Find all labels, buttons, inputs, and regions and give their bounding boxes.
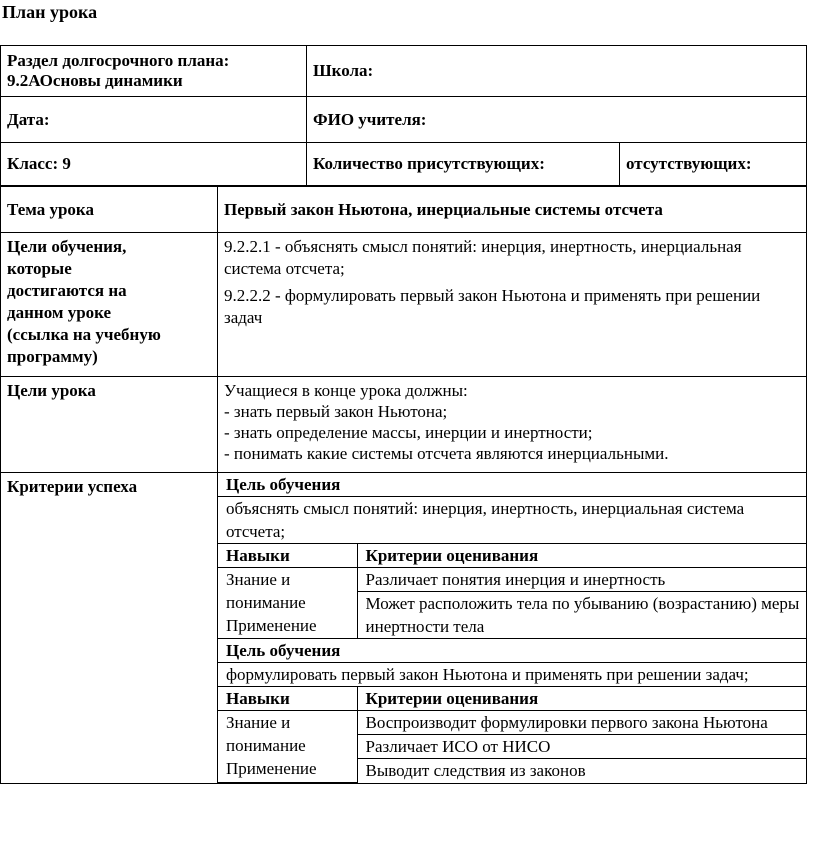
criterion-item: Различает ИСО от НИСО [357, 735, 807, 759]
criterion-item: Различает понятия инерция и инертность [357, 568, 807, 592]
lo-label-line: которые [7, 259, 72, 278]
success-criteria-cell [218, 473, 807, 784]
section-label: Раздел долгосрочного плана: [7, 51, 230, 70]
lo-label-line: достигаются на [7, 281, 127, 300]
skill-line: Знание и [226, 713, 291, 732]
teacher-label: ФИО учителя: [307, 97, 807, 143]
skill-line: понимание [226, 736, 306, 755]
goal-header: Цель обучения [218, 639, 807, 663]
skill-line: Применение [226, 759, 317, 778]
skill-line: Знание и [226, 570, 291, 589]
criterion-item: Выводит следствия из законов [357, 759, 807, 783]
topic-value: Первый закон Ньютона, инерциальные системы отсчета [218, 187, 807, 233]
lesson-goal-line: - понимать какие системы отсчета являются инерциальными. [224, 444, 669, 463]
lo-label-line: данном уроке [7, 303, 112, 322]
section-cell [1, 46, 307, 97]
skill-line: Применение [226, 616, 317, 635]
criterion-item: Воспроизводит формулировки первого закона Ньютона [357, 711, 807, 735]
header-table [0, 45, 807, 186]
lo-label-line: Цели обучения, [7, 237, 127, 256]
page-title: План урока [2, 2, 98, 22]
class-label: Класс: 9 [1, 143, 307, 186]
lesson-goals-label: Цели урока [1, 377, 218, 473]
goal-text: объяснять смысл понятий: инерция, инертность, инерциальная система отсчета; [218, 497, 807, 544]
criteria-header: Критерии оценивания [357, 544, 807, 568]
skill-line: понимание [226, 593, 306, 612]
lesson-goal-line: Учащиеся в конце урока должны: [224, 381, 468, 400]
present-label: Количество присутствующих: [307, 143, 620, 186]
criterion-item: Может расположить тела по убыванию (возрастанию) меры инертности тела [357, 592, 807, 639]
learning-objective-item: 9.2.2.2 - формулировать первый закон Ньютона и применять при решении задач [224, 286, 761, 327]
learning-objective-item: 9.2.2.1 - объяснять смысл понятий: инерция, инертность, инерциальная система отсчета; [224, 237, 742, 278]
learning-objectives-label [1, 233, 218, 377]
date-label: Дата: [1, 97, 307, 143]
lesson-goals-list [218, 377, 807, 473]
school-label: Школа: [307, 46, 807, 97]
criteria-subtable [218, 473, 807, 783]
lesson-table [0, 186, 807, 784]
skills-list [218, 711, 357, 783]
skills-list [218, 568, 357, 639]
criteria-header: Критерии оценивания [357, 687, 807, 711]
skills-header: Навыки [218, 544, 357, 568]
lo-label-line: программу) [7, 347, 98, 366]
skills-header: Навыки [218, 687, 357, 711]
lo-label-line: (ссылка на учебную [7, 325, 161, 344]
absent-label: отсутствующих: [620, 143, 807, 186]
goal-header: Цель обучения [218, 473, 807, 497]
learning-objectives-list [218, 233, 807, 377]
topic-label: Тема урока [1, 187, 218, 233]
success-criteria-label: Критерии успеха [1, 473, 218, 784]
goal-text: формулировать первый закон Ньютона и применять при решении задач; [218, 663, 807, 687]
section-value: 9.2АОсновы динамики [7, 71, 183, 90]
lesson-goal-line: - знать определение массы, инерции и инертности; [224, 423, 593, 442]
lesson-goal-line: - знать первый закон Ньютона; [224, 402, 448, 421]
